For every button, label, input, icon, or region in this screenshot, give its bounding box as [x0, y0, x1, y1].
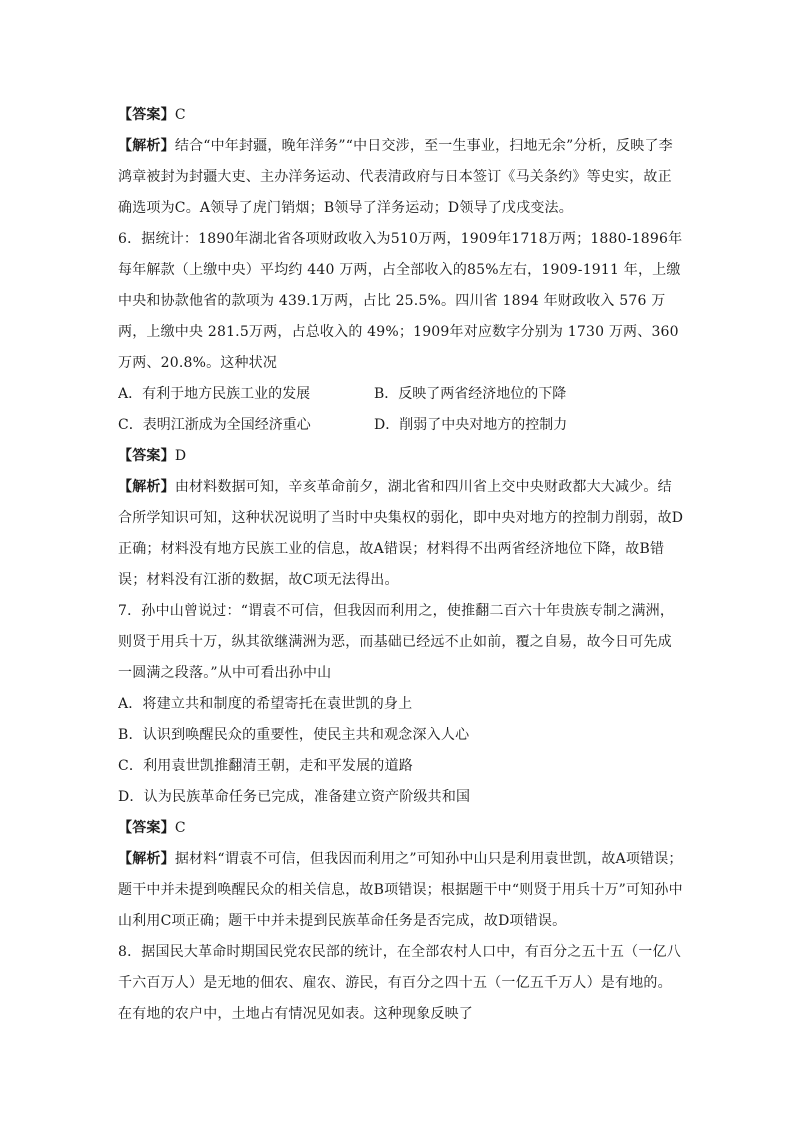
- option-a: A．有利于地方民族工业的发展: [118, 386, 311, 402]
- answer-tag: 【答案】: [118, 820, 175, 836]
- answer-5: [118, 100, 684, 131]
- answer-tag: 【答案】: [118, 107, 175, 123]
- analysis-text: 由材料数据可知，辛亥革命前夕，湖北省和四川省上交中央财政都大大减少。结合所学知识可知，这种状况说明了当时中央集权的弱化，即中央对地方的控制力削弱，故D正确；材料没有地方民族工业的信息，故A错误；材料得不出两省经济地位下降，故B错误；材料没有江浙的数据，故C项无法得出。: [118, 479, 684, 588]
- option-a: A．将建立共和制度的希望寄托在袁世凯的身上: [118, 696, 413, 712]
- answer-value: C: [174, 820, 186, 836]
- option-c: C．表明江浙成为全国经济重心: [118, 417, 311, 433]
- answer-6: [118, 441, 684, 472]
- question-7-stem: 7．孙中山曾说过：“谓袁不可信，但我因而利用之，使推翻二百六十年贵族专制之满洲，则贤于用兵十万，纵其欲继满洲为恶，而基础已经远不止如前，覆之自易，故今日可先成一圆满之段落。”从中可看出孙中山: [118, 603, 675, 681]
- analysis-7: [118, 844, 684, 937]
- option-c: C．利用袁世凯推翻清王朝，走和平发展的道路: [118, 758, 413, 774]
- analysis-tag: 【解析】: [118, 851, 175, 867]
- analysis-text: 据材料“谓袁不可信，但我因而利用之”可知孙中山只是利用袁世凯，故A项错误；题干中并未提到唤醒民众的相关信息，故B项错误；根据题干中“则贤于用兵十万”可知孙中山利用C项正确；题干中并未提到民族革命任务是否完成，故D项错误。: [118, 851, 683, 929]
- option-d: D．削弱了中央对地方的控制力: [374, 417, 568, 433]
- answer-tag: 【答案】: [118, 448, 175, 464]
- answer-value: D: [174, 448, 187, 464]
- document-page: [118, 100, 684, 1030]
- analysis-tag: 【解析】: [118, 138, 175, 154]
- analysis-tag: 【解析】: [118, 479, 175, 495]
- option-b: B．认识到唤醒民众的重要性，使民主共和观念深入人心: [118, 727, 470, 743]
- analysis-5: [118, 131, 684, 224]
- question-8-stem: 8．据国民大革命时期国民党农民部的统计，在全部农村人口中，有百分之五十五（一亿八千六百万人）是无地的佃农、雇农、游民，有百分之四十五（一亿五千万人）是有地的。在有地的农户中，土地占有情况见如表。这种现象反映了: [118, 944, 681, 1022]
- option-d: D．认为民族革命任务已完成，准备建立资产阶级共和国: [118, 789, 471, 805]
- option-b: B．反映了两省经济地位的下降: [374, 386, 567, 402]
- question-6-options-row-2: [118, 410, 684, 441]
- answer-7: [118, 813, 684, 844]
- question-6-stem: 6．据统计：1890年湖北省各项财政收入为510万两，1909年1718万两；1880-1896年每年解款（上缴中央）平均约 440 万两，占全部收入的85%左右，1909-1911 年，上缴中央和协款他省的款项为 439.1万两，占比 25.5%。四川省 1894 年财政收入 576 万两，上缴中央 281.5万两，占总收入的 49%；1909年对应数字分别为 1730 万两、360 万两、20.8%。这种状况: [118, 231, 683, 371]
- analysis-text: 结合“中年封疆，晚年洋务”“中日交涉，至一生事业，扫地无余”分析，反映了李鸿章被封为封疆大吏、主办洋务运动、代表清政府与日本签订《马关条约》等史实，故正确选项为C。A领导了虎门销烟；B领导了洋务运动；D领导了戊戌变法。: [118, 138, 673, 216]
- analysis-6: [118, 472, 684, 596]
- answer-value: C: [174, 107, 186, 123]
- question-6-options-row-1: [118, 379, 684, 410]
